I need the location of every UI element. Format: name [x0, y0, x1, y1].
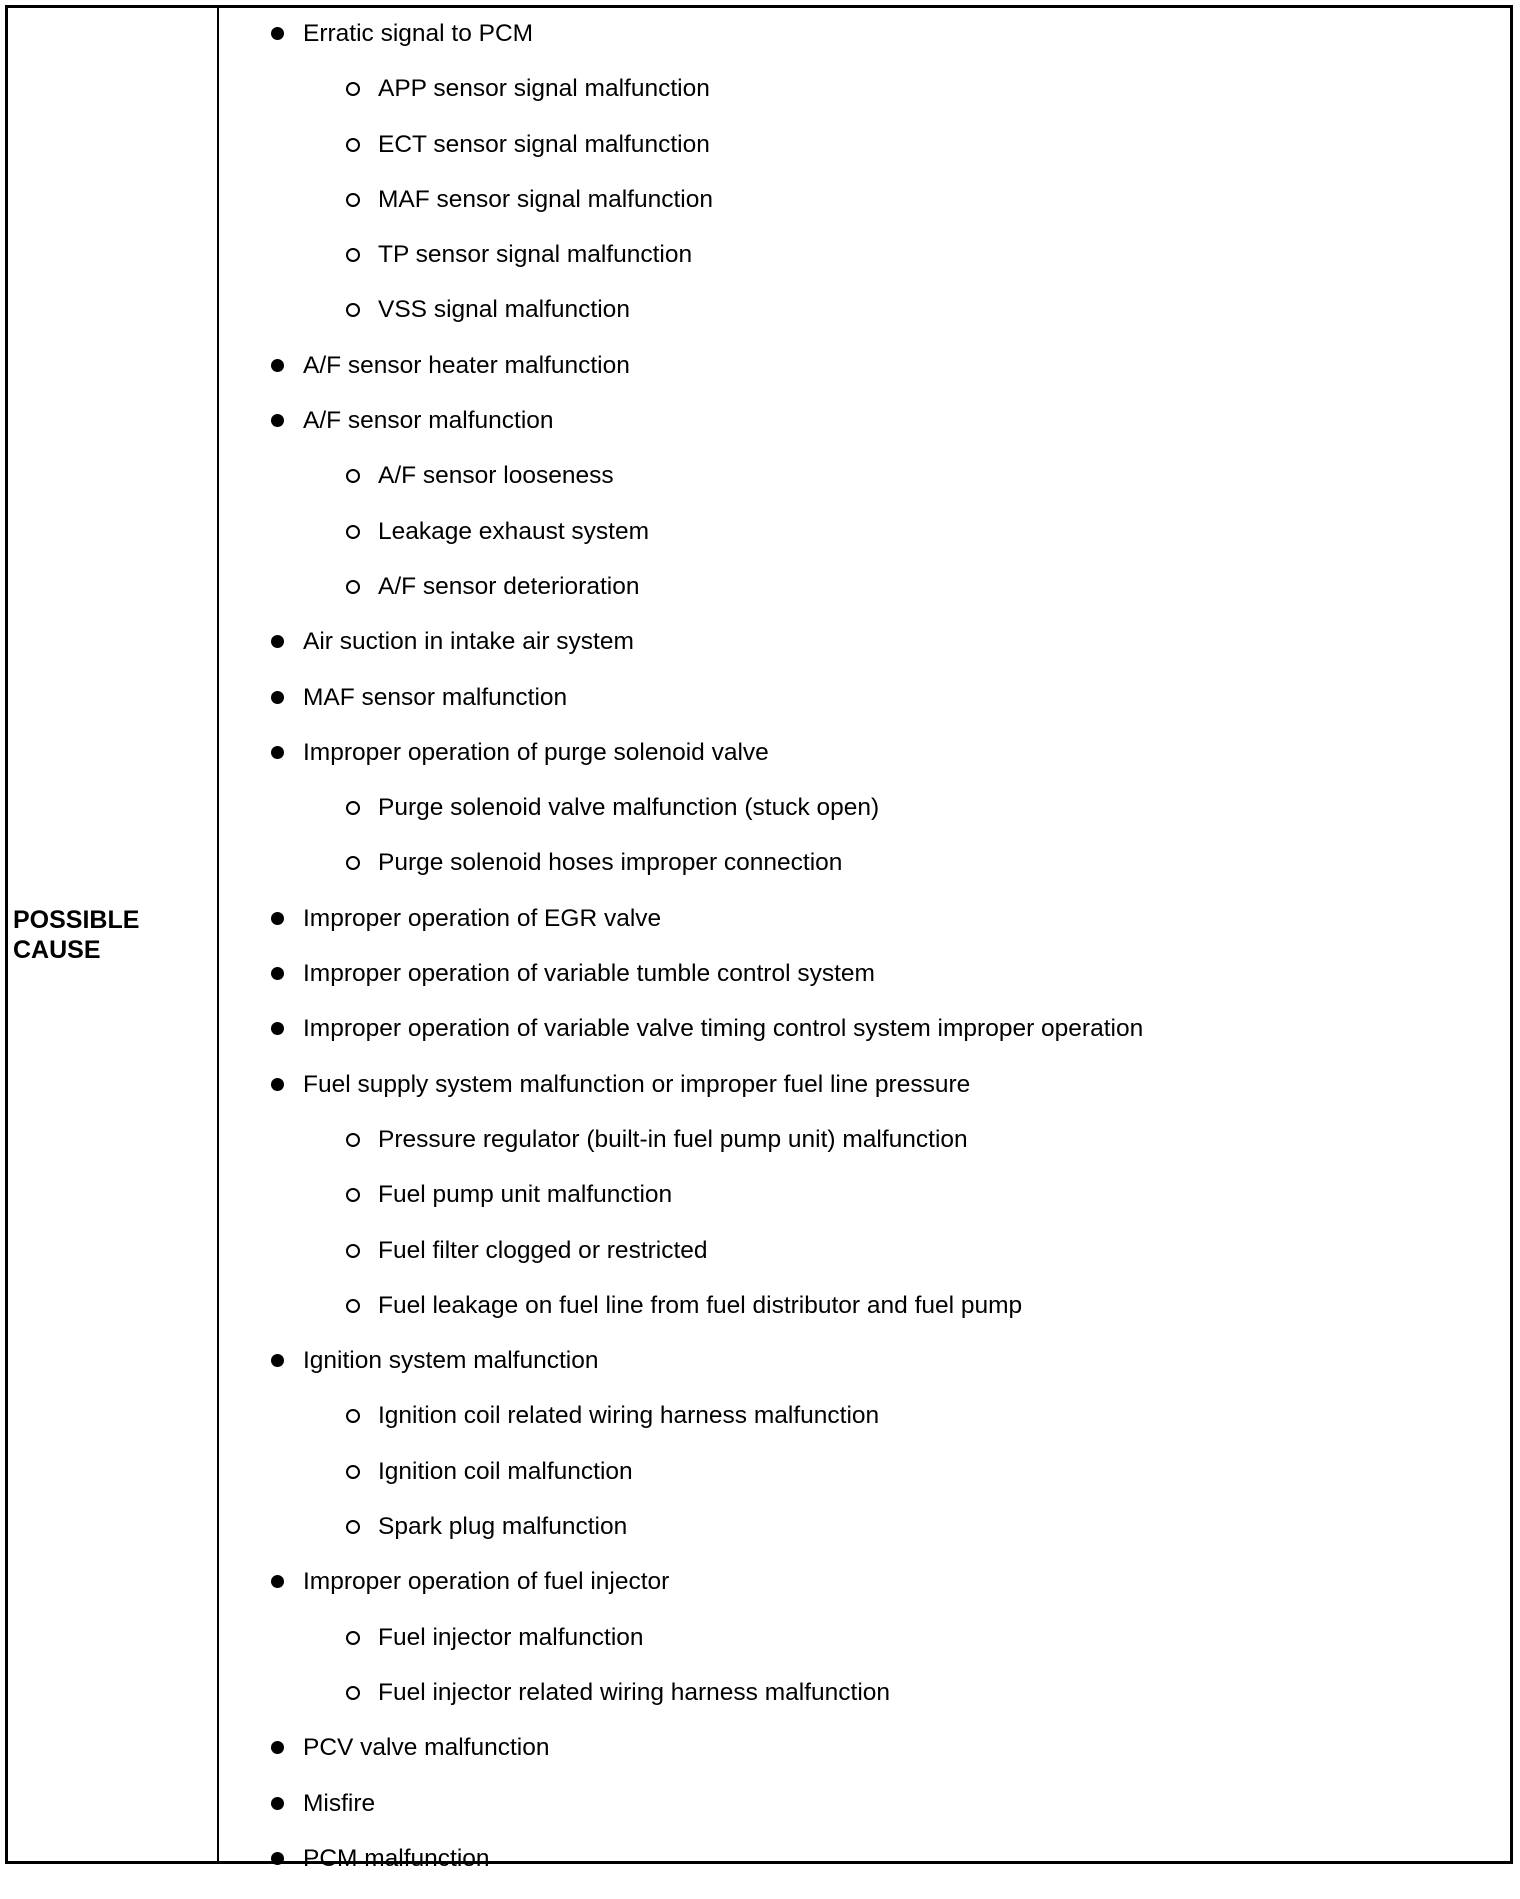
cause-text: Pressure regulator (built-in fuel pump unit) malfunction	[378, 1125, 968, 1153]
filled-bullet-icon	[271, 414, 284, 427]
hollow-bullet-icon	[346, 82, 360, 96]
hollow-bullet-icon	[346, 525, 360, 539]
cause-text: APP sensor signal malfunction	[378, 75, 710, 103]
filled-bullet-icon	[271, 27, 284, 40]
filled-bullet-icon	[271, 912, 284, 925]
hollow-bullet-icon	[346, 1133, 360, 1147]
cause-text: Fuel injector malfunction	[378, 1623, 644, 1651]
hollow-bullet-icon	[346, 1465, 360, 1479]
filled-bullet-icon	[271, 1852, 284, 1865]
filled-bullet-icon	[271, 1078, 284, 1091]
hollow-bullet-icon	[346, 1244, 360, 1258]
cause-text: Fuel supply system malfunction or improper fuel line pressure	[303, 1070, 971, 1098]
cause-text: MAF sensor malfunction	[303, 683, 568, 711]
cause-text: TP sensor signal malfunction	[378, 241, 693, 269]
filled-bullet-icon	[271, 1575, 284, 1588]
hollow-bullet-icon	[346, 248, 360, 262]
possible-cause-table	[5, 5, 1513, 1872]
filled-bullet-icon	[271, 1354, 284, 1367]
cause-text: Leakage exhaust system	[378, 517, 650, 545]
hollow-bullet-icon	[346, 469, 360, 483]
cause-text: Improper operation of variable tumble control system	[303, 960, 875, 988]
hollow-bullet-icon	[346, 193, 360, 207]
cause-text: PCV valve malfunction	[303, 1734, 550, 1762]
hollow-bullet-icon	[346, 1686, 360, 1700]
hollow-bullet-icon	[346, 303, 360, 317]
cause-text: Ignition coil related wiring harness malfunction	[378, 1402, 880, 1430]
cause-text: A/F sensor deterioration	[378, 572, 640, 600]
cause-text: PCM malfunction	[303, 1844, 490, 1872]
cause-text: Fuel injector related wiring harness malfunction	[378, 1678, 891, 1706]
filled-bullet-icon	[271, 1797, 284, 1810]
cause-text: Improper operation of fuel injector	[303, 1568, 670, 1596]
cause-text: Spark plug malfunction	[378, 1513, 628, 1541]
cause-text: Misfire	[303, 1789, 376, 1817]
hollow-bullet-icon	[346, 1299, 360, 1313]
filled-bullet-icon	[271, 1741, 284, 1754]
cause-text: Purge solenoid hoses improper connection	[378, 849, 843, 877]
cause-text: Air suction in intake air system	[303, 628, 634, 656]
cause-text: Fuel filter clogged or restricted	[378, 1236, 708, 1264]
cause-text: Purge solenoid valve malfunction (stuck open)	[378, 794, 880, 822]
filled-bullet-icon	[271, 746, 284, 759]
content-cell	[219, 8, 1510, 1872]
hollow-bullet-icon	[346, 1409, 360, 1423]
hollow-bullet-icon	[346, 580, 360, 594]
hollow-bullet-icon	[346, 1188, 360, 1202]
cause-text: Fuel pump unit malfunction	[378, 1181, 673, 1209]
filled-bullet-icon	[271, 691, 284, 704]
cause-text: ECT sensor signal malfunction	[378, 130, 710, 158]
hollow-bullet-icon	[346, 138, 360, 152]
cause-text: MAF sensor signal malfunction	[378, 185, 713, 213]
cause-text: VSS signal malfunction	[378, 296, 630, 324]
hollow-bullet-icon	[346, 1631, 360, 1645]
cause-text: Improper operation of EGR valve	[303, 904, 662, 932]
cause-text: Improper operation of purge solenoid valve	[303, 738, 769, 766]
row-label: POSSIBLE CAUSE	[13, 905, 140, 964]
cause-text: Fuel leakage on fuel line from fuel distributor and fuel pump	[378, 1291, 1023, 1319]
hollow-bullet-icon	[346, 801, 360, 815]
filled-bullet-icon	[271, 1022, 284, 1035]
cause-text: A/F sensor heater malfunction	[303, 351, 630, 379]
label-cell	[8, 8, 219, 1861]
cause-text: Improper operation of variable valve timing control system improper operation	[303, 1015, 1144, 1043]
hollow-bullet-icon	[346, 1520, 360, 1534]
filled-bullet-icon	[271, 635, 284, 648]
hollow-bullet-icon	[346, 856, 360, 870]
filled-bullet-icon	[271, 967, 284, 980]
cause-text: Erratic signal to PCM	[303, 20, 534, 47]
cause-text: Ignition coil malfunction	[378, 1457, 633, 1485]
cause-text: Ignition system malfunction	[303, 1347, 599, 1375]
cause-text: A/F sensor looseness	[378, 462, 614, 490]
cause-text: A/F sensor malfunction	[303, 407, 554, 435]
filled-bullet-icon	[271, 359, 284, 372]
